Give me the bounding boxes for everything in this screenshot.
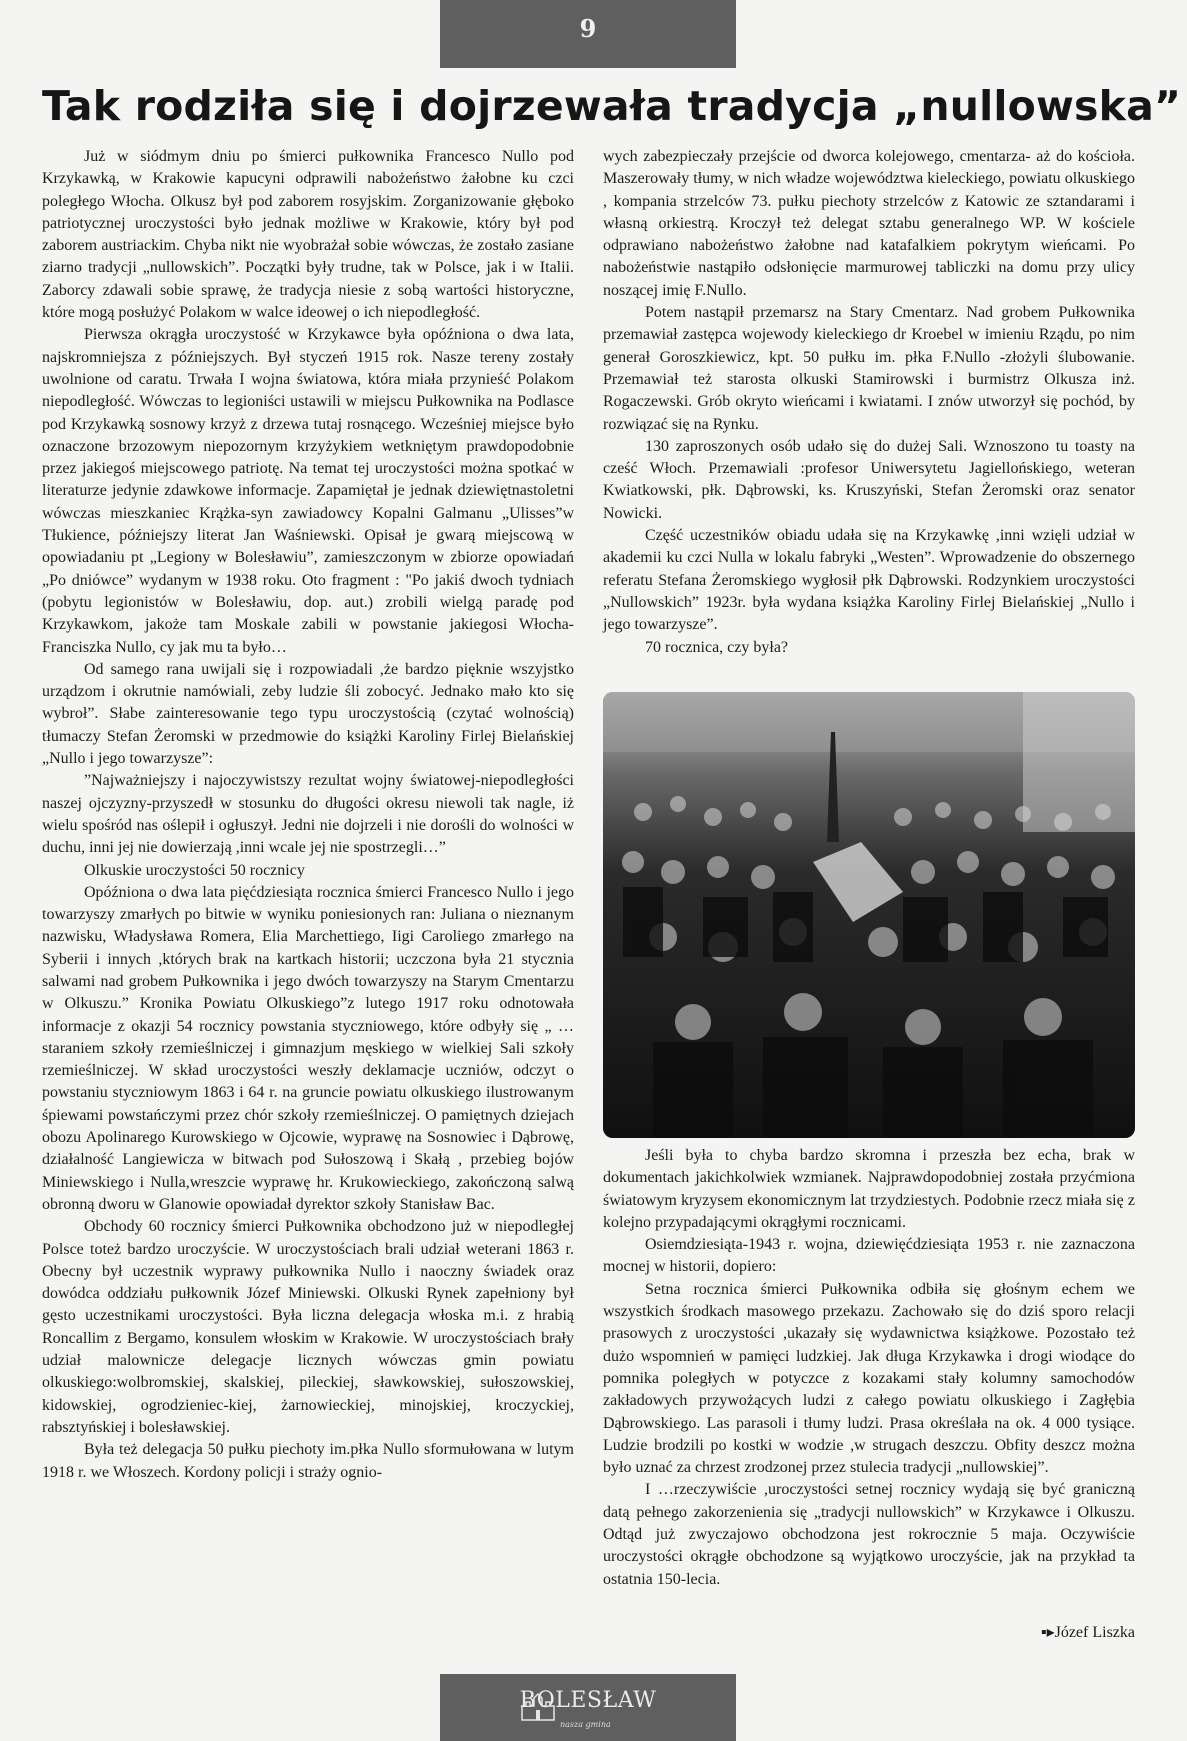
paragraph: Jeśli była to chyba bardzo skromna i przeszła bez echa, brak w dokumentach jakichkolwiek wzmianek. Najprawdopodobniej została przyćmiona światowym kryzysem ekonomicznym lat trzydziestych. Podobnie rzecz miała się z kolejno przypadającymi okrągłymi rocznicami.	[603, 1147, 1135, 1231]
article-title: Tak rodziła się i dojrzewała tradycja „nullowska”	[42, 82, 1182, 130]
footer-logo-subtitle: nasza gmina	[560, 1720, 611, 1729]
paragraph: 130 zaproszonych osób udało się do dużej Sali. Wznoszono tu toasty na cześć Włoch. Przemawiali :profesor Uniwersytetu Jagiellońskiego, weteran Kwiatkowski, płk. Dąbrowski, ks. Kruszyński, Stefan Żeromski oraz senator Nowicki.	[603, 437, 1135, 522]
paragraph: Osiemdziesiąta-1943 r. wojna, dziewięćdziesiąta 1953 r. nie zaznaczona mocnej w historii, dopiero:	[603, 1236, 1135, 1276]
footer-logo-text: BOLESŁAW	[519, 1688, 657, 1713]
paragraph: Pierwsza okrągła uroczystość w Krzykawce była opóźniona o dwa lata, najskromniejsza z późniejszych. Był styczeń 1915 rok. Nasze tereny zostały uwolnione od caratu. Trwała I wojna światowa, która miała przynieść Polakom niepodległość. Wówczas to legioniści ustawili w miejscu Pułkownika na Podlasce pod Krzykawką sosnowy krzyż z drzewa tutaj rosnącego. Wcześniej miejsce było oznaczone brzozowym niepozornym krzyżykiem wetkniętym prawdopodobnie przez jakiegoś miejscowego patriotę. Na temat tej uroczystości można spotkać w literaturze jedynie zdawkowe informacje. Zapamiętał je jednak dziewiętnastoletni wówczas mieszkaniec Krążka-syn zawiadowcy Kopalni Galmanu „Ulisses”w Tłukience, późniejszy literat Jan Waśniewski. Opisał je gwarą miejscową w opowiadaniu pt „Legiony w Bolesławiu”, zamieszczonym w zbiorze opowiadań „Po dniówce” wydanym w 1938 roku. Oto fragment : "Po jakiś dwoch tydniach (pobytu legionistów w Bolesławiu, dop. aut.) zrobili wielgą paradę pod Krzykawkom, jakoże tam Moskale zabili w powstanie jakiegosi Włocha-Franciszka Nullo, cy jak mu ta było…	[42, 326, 574, 656]
page-number-tab	[440, 0, 736, 68]
paragraph: Potem nastąpił przemarsz na Stary Cmentarz. Nad grobem Pułkownika przemawiał zastępca wojewody kieleckiego dr Kroebel w imieniu Rządu, po nim generał Goroszkiewicz, kpt. 50 pułku im. płka F.Nullo -złożyli ślubowanie. Przemawiał też starosta olkuski Stamirowski i burmistrz Olkusza inż. Rogaczewski. Grób okryto wieńcami i kwiatami. I znów utworzył się pochód, by rozwiązać się na Rynku.	[603, 304, 1135, 433]
paragraph: Setna rocznica śmierci Pułkownika odbiła się głośnym echem we wszystkich środkach masowego przekazu. Zachowało się do dziś sporo relacji prasowych z uroczystości ,ukazały się wydawnictwa książkowe. Pozostało też dużo wspomnień w pamięci ludzkiej. Jak długa Krzykawka i drogi wiodące do pomnika poległych w potyczce z kozakami stały kolumny samochodów zakładowych przywożących ludzi z całego powiatu olkuskiego i Zagłębia Dąbrowskiego. Las parasoli i tłumy ludzi. Prasa określała na ok. 4 000 tysiące. Ludzie brodzili po kostki w wodzie ,w strugach deszczu. Obfity deszcz można było uznać za chrzest zrodzonej przez stulecia tradycji „nullowskiej”.	[603, 1280, 1135, 1477]
page-number: 9	[579, 14, 597, 43]
section-subheading: 70 rocznica, czy była?	[645, 638, 789, 656]
footer-logo-tab	[440, 1674, 736, 1741]
paragraph: Od samego rana uwijali się i rozpowiadali ,że bardzo pięknie wszyjstko urządzom i okrutnie namówiali, zeby ludzie śli zobocyć. Jednako mało kto się wybroł”. Słabe zainteresowanie tego typu uroczystością (czytać wolnością) tłumaczy Stefan Żeromski w przedmowie do książki Karoliny Firlej Bielańskiej „Nullo i jego towarzysze”:	[42, 660, 574, 768]
paragraph: Część uczestników obiadu udała się na Krzykawkę ,inni wzięli udział w akademii ku czci Nulla w lokalu fabryki „Westen”. Wprowadzenie do obszernego referatu Stefana Żeromskiego wygłosił płk Dąbrowski. Rodzynkiem uroczystości „Nullowskich” 1923r. była wydana książka Karoliny Firlej Bielańskiej „Nullo i jego towarzysze”.	[603, 527, 1135, 634]
paragraph: Obchody 60 rocznicy śmierci Pułkownika obchodzono już w niepodległej Polsce toteż bardzo uroczyście. W uroczystościach brali udział weterani 1863 r. Obecny był uczestnik wyprawy pułkownika Nullo i naoczny świadek oraz dowódca oddziału pułkownik Józef Miniewski. Olkuski Rynek zapełniony był gęsto uczestnikami uroczystości. Była liczna delegacja włoska m.i. z hrabią Roncallim z Bergamo, konsulem włoskim w Krakowie. W uroczystościach brały udział malownicze delegacje licznych wówczas gmin powiatu olkuskiego:wolbromskiej, skalskiej, pileckiej, sławkowskiej, sułoszowskiej, kidowskiej, ogrodzieniec-kiej, żarnowieckiej, minojskiej, kroczyckiej, rabsztyńskiej i bolesławskiej.	[42, 1218, 574, 1436]
paragraph: wych zabezpieczały przejście od dworca kolejowego, cmentarza- aż do kościoła. Maszerowały tłumy, w nich władze województwa kieleckiego, powiatu olkuskiego , kompania strzelców 73. pułku piechoty strzelców z Katowic ze sztandarami i własną orkiestrą. Kroczył też delegat sztabu generalnego WP. W kościele odprawiano nabożeństwo żałobne nad katafalkiem pokrytym wieńcami. Po nabożeństwie nastąpiło odsłonięcie marmurowej tabliczki na domu przy ulicy noszącej imię F.Nullo.	[603, 148, 1135, 299]
crowd-photo-illustration	[603, 692, 1135, 1138]
historical-crowd-photo	[603, 692, 1135, 1138]
left-column	[42, 146, 574, 1484]
paragraph: Opóźniona o dwa lata pięćdziesiąta rocznica śmierci Francesco Nullo i jego towarzyszy zmarłych po bitwie w wyniku poniesionych ran: Juliana o nieznanym nazwisku, Władysława Romera, Elia Marchettiego, Iigi Caroliego zmarłego na Syberii i innych ,których brak na kartkach historii; uczczona była 21 stycznia salwami nad grobem Pułkownika i jego dwóch towarzyszy na Starym Cmentarzu w Olkuszu.” Kronika Powiatu Olkuskiego”z lutego 1917 roku odnotowała informacje z okazji 54 rocznicy powstania styczniowego, które odbyły się „ …staraniem szkoły rzemieślniczej i gimnazjum męskiego w wielkiej Sali szkoły rzemieślniczej. W skład uroczystości weszły deklamacje uczniów, odczyt o powstaniu styczniowym 1863 i 64 r. na gruncie powiatu olkuskiego ilustrowanym śpiewami powstańczymi przez chór szkoły rzemieślniczej. O pamiętnych dziejach obozu Apolinarego Kurowskiego w Ojcowie, wyprawę na Sosnowiec i Dąbrowę, działalność Langiewicza w bitwach pod Sułoszową i Skałą , przebieg bojów Miniewskiego i Nulla,wreszcie wyprawę hr. Krukowieckiego, zakończoną salwą obronną dworu w Glanowie opowiadał dyrektor szkoły Stanisław Bac.	[42, 883, 574, 1213]
paragraph: Była też delegacja 50 pułku piechoty im.płka Nullo sformułowana w lutym 1918 r. we Włoszech. Kordony policji i straży ognio-	[42, 1441, 574, 1481]
section-subheading: Olkuskie uroczystości 50 rocznicy	[84, 861, 305, 879]
right-column-bottom	[603, 1145, 1135, 1591]
paragraph: I …rzeczywiście ,uroczystości setnej rocznicy wydają się być graniczną datą pełnego zakorzenienia się „tradycji nullowskich” w Krzykawce i Olkuszu. Odtąd już zwyczajowo obchodzona jest rokrocznie 5 maja. Oczywiście uroczystości okrągłe obchodzone są wyjątkowo uroczyście, jak na przykład ta ostatnia 150-lecia.	[603, 1481, 1135, 1588]
paragraph: Już w siódmym dniu po śmierci pułkownika Francesco Nullo pod Krzykawką, w Krakowie kapucyni odprawili nabożeństwo żałobne ku czci poległego Włocha. Olkusz był pod zaborem rosyjskim. Zorganizowanie głęboko patriotycznej uroczystości było jednak możliwe w Krakowie, który był pod zaborem austriackim. Chyba nikt nie wyobrażał sobie wówczas, że zostało zasiane ziarno tradycji „nullowskich”. Początki były trudne, tak w Polsce, jak i w Italii. Zaborcy zdawali sobie sprawę, że tradycja niesie z sobą wartości historyczne, które mogą posłużyć Polakom w walce ideowej o ich niepodległość.	[42, 148, 574, 322]
right-column-top	[603, 146, 1135, 659]
quote-paragraph: ”Najważniejszy i najoczywistszy rezultat wojny światowej-niepodległości naszej ojczyzny-przyszedł w stosunku do długości okresu niewoli tak nagle, iż wielu spośród nas oślepił i ogłuszył. Jedni nie dojrzeli i nie dorośli do wolności w duchu, inni jej nie dowierzają ,inni wcale jej nie spostrzegli…”	[42, 772, 574, 857]
author-signature: ▪▸Józef Liszka	[1040, 1624, 1135, 1641]
